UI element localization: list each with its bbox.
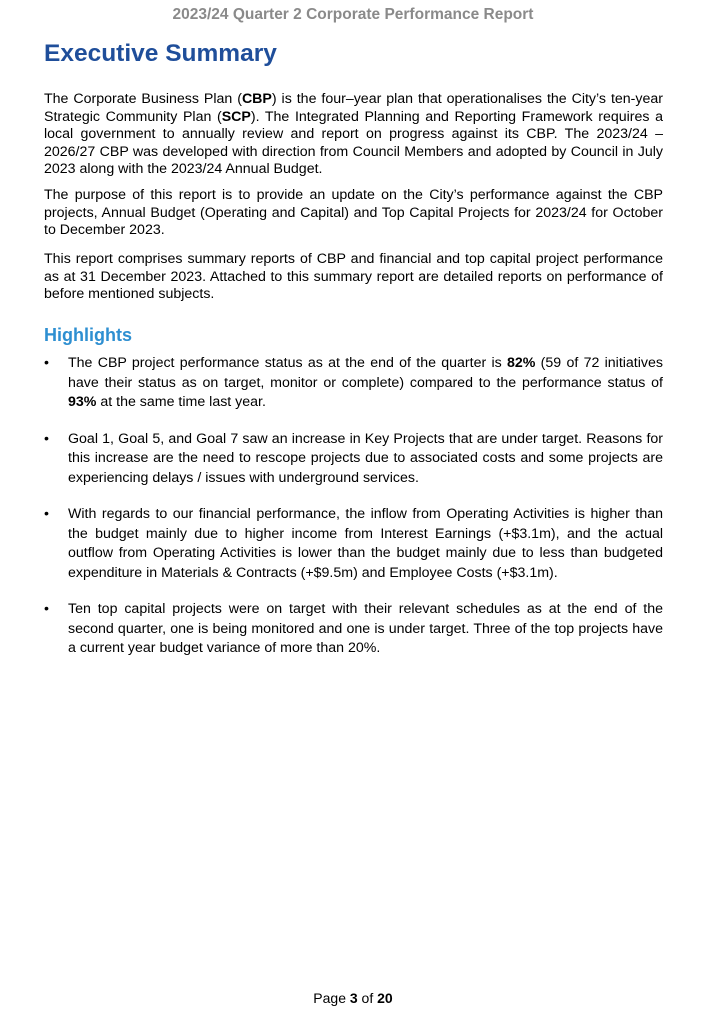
current-performance-value: 82% xyxy=(507,355,536,371)
page-footer: Page 3 of 20 xyxy=(313,990,393,1006)
purpose-paragraph: The purpose of this report is to provide an update on the City’s performance against the CBP projects, Annual Budget (Operating and Capital) and Top Capital Projects for 2023/24 for October to December 2023. xyxy=(44,187,663,238)
current-page-number: 3 xyxy=(349,990,358,1006)
bullet-icon: • xyxy=(44,355,49,371)
summary-paragraph: This report comprises summary reports of CBP and financial and top capital project performance as at 31 December 2023. Attached to this summary report are detailed reports on performance of before mentioned subjects. xyxy=(44,251,663,302)
bullet-icon: • xyxy=(44,601,49,617)
highlight-item: • With regards to our financial performance, the inflow from Operating Activities is higher than the budget mainly due to higher income from Interest Earnings (+$3.1m), and the actual outflow from Operating Activities is lower than the budget mainly due to less than budgeted expenditure in Materials & Contracts (+$9.5m) and Employee Costs (+$3.1m). xyxy=(44,506,663,581)
highlights-heading: Highlights xyxy=(44,325,132,345)
page-title: Executive Summary xyxy=(44,40,277,67)
total-pages-number: 20 xyxy=(377,990,393,1006)
cbp-abbrev: CBP xyxy=(241,91,272,107)
highlight-item: • Goal 1, Goal 5, and Goal 7 saw an increase in Key Projects that are under target. Reasons for this increase are the need to rescope projects due to associated costs and some projects are experiencing delays / issues with underground services. xyxy=(44,430,663,486)
highlight-item: • Ten top capital projects were on target with their relevant schedules as at the end of the second quarter, one is being monitored and one is under target. Three of the top projects have a current year budget variance of more than 20%. xyxy=(44,601,663,656)
intro-paragraph: The Corporate Business Plan (CBP) is the four–year plan that operationalises the City’s ten-year Strategic Community Plan (SCP). The Integrated Planning and Reporting Framework requires a local government to annually review and report on progress against its CBP. The 2023/24 – 2026/27 CBP was developed with direction from Council Members and adopted by Council in July 2023 along with the 2023/24 Annual Budget. xyxy=(44,91,663,177)
bullet-icon: • xyxy=(44,430,49,447)
last-year-performance-value: 93% xyxy=(68,394,97,410)
page-header: 2023/24 Quarter 2 Corporate Performance Report xyxy=(172,6,534,23)
highlight-item: • The CBP project performance status as at the end of the quarter is 82% (59 of 72 initiatives have their status as on target, monitor or complete) compared to the performance status of 93% at the same time last year. xyxy=(44,355,663,410)
bullet-icon: • xyxy=(44,506,49,522)
highlights-list xyxy=(44,354,663,676)
scp-abbrev: SCP xyxy=(221,108,251,125)
